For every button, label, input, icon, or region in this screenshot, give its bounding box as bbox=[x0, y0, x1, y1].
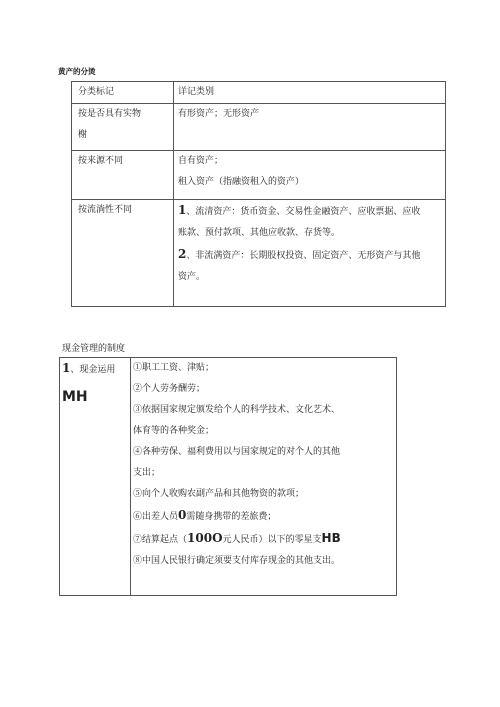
list-item: ⑤向个人收购农副产品和其他物资的款项； bbox=[133, 489, 305, 499]
row-label: 按来源不同 bbox=[72, 151, 174, 200]
section1-title: 黄产的分烫 bbox=[58, 67, 96, 76]
row-label: 按流淌性不同 bbox=[72, 200, 174, 307]
row-label bbox=[72, 104, 174, 151]
table-row bbox=[72, 200, 446, 307]
detail-line: 账款、预付款项、其他应收款、存货等。 bbox=[178, 228, 341, 238]
list-item: ③依据国家规定颁发给个人的科学技术、文化艺术、 bbox=[133, 405, 341, 415]
row-detail bbox=[174, 104, 446, 151]
section2-title: 现金管理的制度 bbox=[62, 344, 126, 354]
category-mark: MH bbox=[62, 389, 88, 405]
list-item: ⑦结算起点（100O元人民币）以下的零星支HB bbox=[133, 531, 341, 545]
list-item: ⑧中国人民银行确定须要支付库存现金的其他支出。 bbox=[133, 556, 341, 566]
category-cell bbox=[60, 358, 131, 596]
detail-line: 1、流清资产：货币资金、交易性金融资产、应收票据、应收 bbox=[178, 203, 421, 217]
list-item: ④各种劳保、福利费用以与国家规定的对个人的其他 bbox=[133, 447, 341, 457]
list-item: 体育等的各种奖金； bbox=[133, 426, 215, 436]
usage-list bbox=[131, 358, 397, 596]
asset-classification-table bbox=[71, 81, 446, 307]
header-category-mark: 分类标记 bbox=[72, 82, 174, 104]
cash-management-table bbox=[59, 357, 397, 596]
row-label-line: 按是否具有实物 bbox=[78, 109, 142, 119]
detail-line: 有形资产；无形资产 bbox=[178, 109, 260, 119]
list-item: ⑥出差人员0需随身携带的差旅费； bbox=[133, 508, 277, 522]
row-detail bbox=[174, 151, 446, 200]
table-row bbox=[72, 151, 446, 200]
detail-line: 2、非流满资产：长期股权投资、固定资产、无形资产与其他 bbox=[178, 247, 421, 261]
detail-line: 资产。 bbox=[178, 272, 206, 282]
category-label: 、现金运用 bbox=[70, 365, 116, 375]
header-category-detail: 详记类别 bbox=[174, 82, 446, 104]
table-row bbox=[72, 82, 446, 104]
category-number: 1 bbox=[62, 361, 71, 375]
list-item: 支出； bbox=[133, 468, 161, 478]
table-row bbox=[72, 104, 446, 151]
row-label-line: 榭 bbox=[78, 130, 88, 140]
list-item: ②个人劳务酬劳； bbox=[133, 384, 206, 394]
detail-line: 租入资产（指融资租入的资产） bbox=[178, 177, 305, 187]
row-detail bbox=[174, 200, 446, 307]
list-item: ①职工工资、津贴； bbox=[133, 363, 215, 373]
detail-line: 自有资产； bbox=[178, 156, 224, 166]
table-row bbox=[60, 358, 397, 596]
